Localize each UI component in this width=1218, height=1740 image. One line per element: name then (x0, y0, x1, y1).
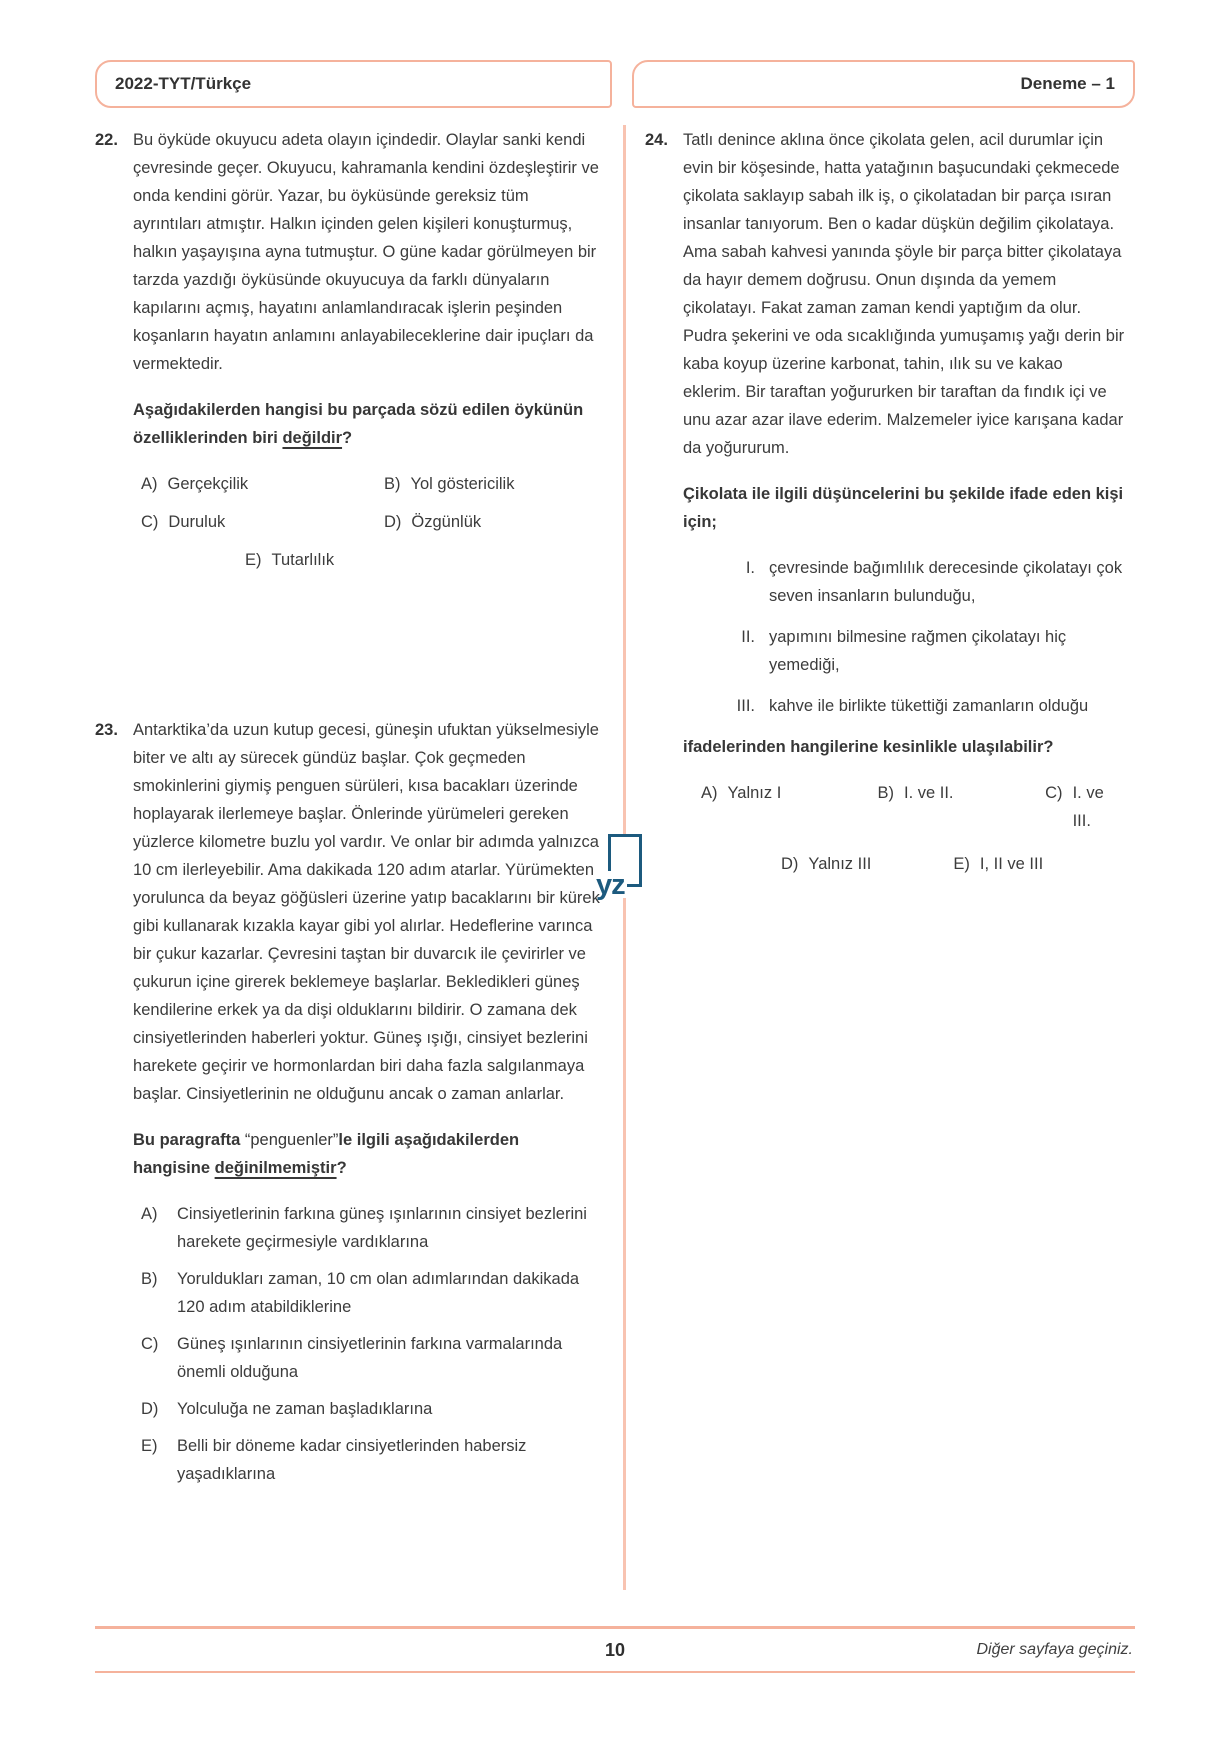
option-22-b (376, 470, 514, 498)
option-text: Yalnız I (727, 784, 782, 802)
option-letter: D) (384, 513, 402, 531)
question-23 (95, 716, 600, 1497)
question-22 (95, 126, 600, 584)
option-letter: B) (141, 1270, 158, 1288)
option-letter: C) (1045, 784, 1063, 802)
roman-item-1 (683, 554, 1125, 610)
option-24-c (1037, 779, 1125, 835)
underlined-keyword: değildir (282, 429, 343, 447)
option-23-e (133, 1432, 600, 1488)
option-letter: E) (141, 1437, 158, 1455)
option-letter: D) (141, 1400, 159, 1418)
option-22-d (376, 508, 481, 536)
page-number: 10 (604, 1639, 626, 1660)
option-text: Tutarlılık (271, 551, 335, 569)
roman-numeral: III. (736, 697, 755, 715)
question-22-passage: Bu öyküde okuyucu adeta olayın içindedir. Olaylar sanki kendi çevresinde geçer. Okuyucu, kahramanla kendini özdeşleştirir ve onda kendini görür. Yazar, bu öyküsünde gereksiz tüm ayrıntıları atmıştır. Halkın içinden gelen kişileri konuşturmuş, halkın yaşayışına ayna tutmuştur. O güne kadar görülmeyen bir tarzda yazdığı öyküsünde okuyucuya da farklı dünyaların kapılarını açmış, hayatını anlamlandıracak işlerin peşinden koşanların hayatın anlamını anlayabileceklerine dair ipuçları da vermektedir. (133, 131, 599, 373)
option-text: I. ve III. (1072, 784, 1104, 830)
brand-logo (596, 834, 648, 901)
option-letter: B) (384, 475, 401, 493)
option-letter: B) (877, 784, 894, 802)
option-24-b (869, 779, 1037, 835)
right-column (645, 126, 1125, 878)
header-right-box (632, 60, 1135, 108)
question-23-stem: Bu paragrafta “penguenler”le ilgili aşağıdakilerden hangisine değinilmemiştir? (133, 1131, 520, 1177)
option-22-c (133, 508, 376, 536)
roman-item-3 (683, 692, 1125, 720)
option-23-d (133, 1395, 600, 1423)
option-text: Özgünlük (411, 513, 482, 531)
question-23-passage: Antarktika’da uzun kutup gecesi, güneşin ufuktan yükselmesiyle biter ve altı ay sürecek gündüz başlar. Çok geçmeden smokinlerini giymiş penguen sürüleri, kısa bacakları üzerinde hoplayarak ilerlemeye başlar. Önlerinde yürümeleri gereken yüzlerce kilometre buzlu yol vardır. Ve onlar bir adımda yalnızca 10 cm ilerleyebilir. Ama dakikada 120 adım atarlar. Yürümekten yorulunca da beyaz göğüsleri üzerine yatıp bacaklarını bir kürek gibi kullanarak kızakla kayar gibi yol alırlar. Hedeflerine varınca bir çukur kazarlar. Çevresini taştan bir duvarcık ile çevirirler ve çukurun içine girerek beklemeye başlarlar. Bekledikleri güneş kendilerine erkek ya da dişi olduklarını bildirir. O zamana dek cinsiyetlerinden haberleri yoktur. Güneş ışığı, cinsiyet bezlerini harekete geçirir ve hormonlardan biri daha fazla salgılanmaya başlar. Cinsiyetlerinin ne olduğunu ancak o zaman anlarlar. (133, 721, 600, 1103)
question-22-number: 22. (95, 131, 118, 149)
option-23-b (133, 1265, 600, 1321)
left-column (95, 126, 600, 1497)
roman-item-text: çevresinde bağımlılık derecesinde çikolatayı çok seven insanların bulunduğu, (769, 559, 1123, 605)
question-24-stem-intro: Çikolata ile ilgili düşüncelerini bu şekilde ifade eden kişi için; (683, 485, 1124, 531)
option-text: Yol göstericilik (410, 475, 515, 493)
option-letter: D) (781, 855, 799, 873)
option-text: Belli bir döneme kadar cinsiyetlerinden habersiz yaşadıklarına (177, 1437, 527, 1483)
footer-note: Diğer sayfaya geçiniz. (976, 1640, 1133, 1658)
option-letter: A) (141, 1205, 158, 1223)
option-24-e (945, 850, 1043, 878)
option-text: Yalnız III (808, 855, 872, 873)
option-text: Yolculuğa ne zaman başladıklarına (177, 1400, 433, 1418)
quoted-word: “penguenler” (244, 1131, 339, 1149)
roman-item-text: yapımını bilmesine rağmen çikolatayı hiç yemediği, (769, 628, 1067, 674)
option-text: Duruluk (168, 513, 226, 531)
question-24-roman-items (683, 554, 1125, 720)
question-23-options (133, 1200, 600, 1488)
option-letter: C) (141, 513, 159, 531)
page-footer (95, 1626, 1135, 1673)
logo-text: yz (596, 869, 625, 901)
option-24-a (693, 779, 869, 835)
roman-numeral: II. (741, 628, 755, 646)
question-22-options (133, 470, 600, 574)
option-letter: A) (701, 784, 718, 802)
question-22-stem: Aşağıdakilerden hangisi bu parçada sözü edilen öykünün özelliklerinden biri değildir? (133, 401, 584, 447)
option-22-e (237, 546, 334, 574)
option-letter: E) (953, 855, 970, 873)
question-24-stem-final: ifadelerinden hangilerine kesinlikle ulaşılabilir? (683, 738, 1054, 756)
option-letter: A) (141, 475, 158, 493)
header-left-box (95, 60, 612, 108)
question-23-number: 23. (95, 721, 118, 739)
question-24 (645, 126, 1125, 878)
option-letter: C) (141, 1335, 159, 1353)
option-text: I. ve II. (903, 784, 954, 802)
option-24-d (773, 850, 871, 878)
option-text: I, II ve III (979, 855, 1044, 873)
question-24-options (683, 779, 1125, 878)
roman-item-2 (683, 623, 1125, 679)
option-letter: E) (245, 551, 262, 569)
page-header (95, 60, 1135, 108)
option-23-a (133, 1200, 600, 1256)
question-24-number: 24. (645, 131, 668, 149)
option-23-c (133, 1330, 600, 1386)
roman-item-text: kahve ile birlikte tükettiği zamanların olduğu (769, 697, 1089, 715)
option-22-a (133, 470, 376, 498)
question-24-passage: Tatlı denince aklına önce çikolata gelen, acil durumlar için evin bir köşesinde, hatta yatağının başucundaki çekmecede çikolata saklayıp sabah ilk iş, o çikolatadan bir parça ısıran insanlar tanıyorum. Ben o kadar düşkün değilim çikolataya. Ama sabah kahvesi yanında şöyle bir parça bitter çikolataya da hayır demem doğrusu. Onun dışında da yemem çikolatayı. Fakat zaman zaman kendi yaptığım da olur. Pudra şekerini ve oda sıcaklığında yumuşamış yağı derin bir kaba koyup üzerine karbonat, tahin, ılık su ve kakao eklerim. Bir taraftan yoğururken bir taraftan da fındık içi ve unu azar azar ilave ederim. Malzemeler iyice karışana kadar da yoğururum. (683, 131, 1125, 457)
option-text: Güneş ışınlarının cinsiyetlerinin farkına varmalarında önemli olduğuna (177, 1335, 563, 1381)
option-text: Yoruldukları zaman, 10 cm olan adımlarından dakikada 120 adım atabildiklerine (177, 1270, 580, 1316)
option-text: Cinsiyetlerinin farkına güneş ışınlarının cinsiyet bezlerini harekete geçirmesiyle vardıklarına (177, 1205, 587, 1251)
footer-line-bottom (95, 1671, 1135, 1674)
exam-title: 2022-TYT/Türkçe (115, 74, 252, 93)
exam-edition: Deneme – 1 (1020, 74, 1115, 93)
roman-numeral: I. (745, 559, 755, 577)
option-text: Gerçekçilik (167, 475, 249, 493)
underlined-keyword: değinilmemiştir (214, 1159, 337, 1177)
